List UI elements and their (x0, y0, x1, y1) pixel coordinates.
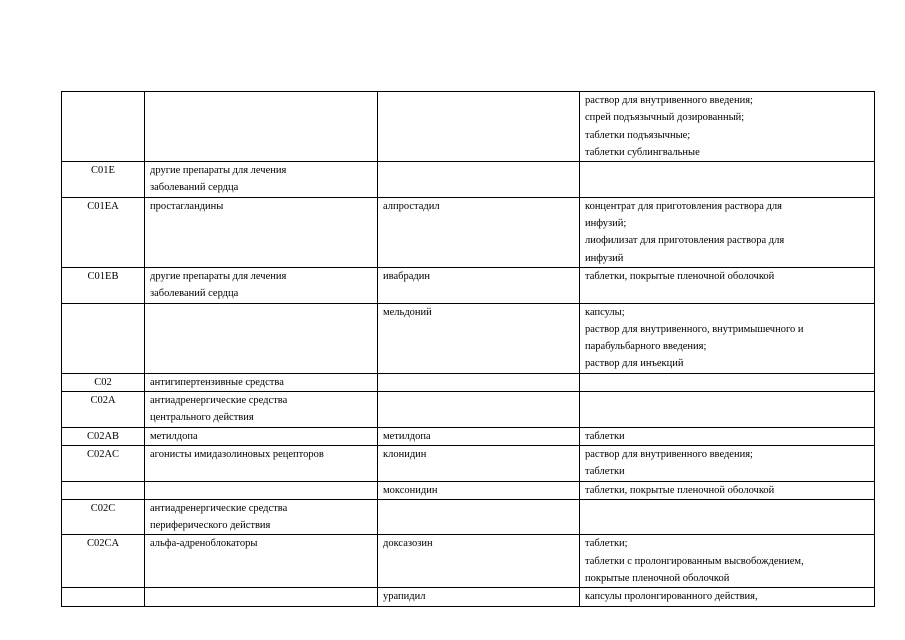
drug-name-cell (378, 535, 580, 588)
dosage-forms-cell (580, 267, 875, 303)
group-name-line: антигипертензивные средства (150, 376, 284, 388)
drug-name-cell (378, 303, 580, 373)
atc-code-cell (62, 427, 145, 445)
dosage-forms-cell (580, 481, 875, 499)
group-name-line: агонисты имидазолиновых рецепторов (150, 448, 324, 460)
table-row (62, 373, 875, 391)
atc-code: C02C (90, 502, 116, 514)
atc-code-cell (62, 445, 145, 481)
atc-code-cell (62, 535, 145, 588)
drug-name-cell (378, 267, 580, 303)
drug-name: доксазозин (383, 538, 433, 550)
atc-code: C02AC (86, 448, 120, 460)
group-name-line: другие препараты для лечения (150, 270, 287, 282)
pharmacological-group-cell (145, 162, 378, 198)
group-name-line: другие препараты для лечения (150, 165, 287, 177)
dosage-form-line: покрытые пленочной оболочкой (585, 573, 730, 585)
drug-name-cell (378, 392, 580, 428)
dosage-forms-cell (580, 588, 875, 606)
pharmacological-group-cell (145, 267, 378, 303)
drug-name-cell (378, 588, 580, 606)
group-name-line: антиадренергические средства (150, 395, 288, 407)
dosage-form-line: таблетки (585, 466, 625, 478)
dosage-form-line: лиофилизат для приготовления раствора для (585, 235, 785, 247)
group-name-line: антиадренергические средства (150, 502, 288, 514)
drug-name-cell (378, 445, 580, 481)
dosage-form-line: таблетки сублингвальные (585, 146, 700, 158)
table-row (62, 92, 875, 162)
table-row (62, 162, 875, 198)
dosage-forms-cell (580, 197, 875, 267)
table-row (62, 303, 875, 373)
dosage-forms-cell (580, 303, 875, 373)
drug-name: алпростадил (383, 200, 440, 212)
drug-name: ивабрадин (383, 270, 430, 282)
drug-name-cell (378, 499, 580, 535)
table-body (62, 92, 875, 607)
dosage-forms-cell (580, 92, 875, 162)
dosage-form-line: таблетки (585, 430, 625, 442)
dosage-form-line: парабульбарного введения; (585, 341, 707, 353)
pharmacological-group-cell (145, 588, 378, 606)
dosage-forms-cell (580, 445, 875, 481)
group-name-line: периферического действия (150, 520, 271, 532)
atc-code-cell (62, 162, 145, 198)
dosage-form-line: спрей подъязычный дозированный; (585, 112, 745, 124)
drug-name: метилдопа (383, 430, 431, 442)
drug-name: урапидил (383, 591, 426, 603)
atc-code-cell (62, 92, 145, 162)
dosage-forms-cell (580, 392, 875, 428)
pharmacological-group-cell (145, 499, 378, 535)
table-row (62, 197, 875, 267)
group-name-line: метилдопа (150, 430, 198, 442)
pharmacological-group-cell (145, 92, 378, 162)
dosage-form-line: таблетки подъязычные; (585, 129, 691, 141)
pharmacological-group-cell (145, 197, 378, 267)
dosage-form-line: капсулы пролонгированного действия, (585, 591, 758, 603)
atc-code-cell (62, 588, 145, 606)
drug-name-cell (378, 197, 580, 267)
dosage-forms-cell (580, 162, 875, 198)
dosage-form-line: инфузий (585, 252, 624, 264)
table-row (62, 481, 875, 499)
dosage-form-line: капсулы; (585, 306, 625, 318)
table-row (62, 392, 875, 428)
group-name-line: заболеваний сердца (150, 288, 239, 300)
atc-code: C02CA (86, 538, 120, 550)
table-row (62, 267, 875, 303)
pharmacological-group-cell (145, 303, 378, 373)
atc-code: C02AB (86, 430, 120, 442)
drug-name: мельдоний (383, 306, 432, 318)
atc-code: C02 (94, 376, 112, 388)
drug-name-cell (378, 162, 580, 198)
dosage-form-line: таблетки, покрытые пленочной оболочкой (585, 270, 775, 282)
atc-code: C01EA (87, 200, 119, 212)
atc-code-cell (62, 267, 145, 303)
pharmacological-group-cell (145, 392, 378, 428)
atc-code-cell (62, 499, 145, 535)
drug-name: моксонидин (383, 484, 438, 496)
pharmacological-group-cell (145, 481, 378, 499)
atc-code: C01E (91, 165, 115, 177)
pharmacological-group-cell (145, 535, 378, 588)
group-name-line: альфа-адреноблокаторы (150, 538, 258, 550)
atc-code-cell (62, 481, 145, 499)
drug-name-cell (378, 481, 580, 499)
atc-code-cell (62, 373, 145, 391)
dosage-form-line: инфузий; (585, 218, 627, 230)
dosage-form-line: таблетки с пролонгированным высвобождением, (585, 555, 804, 567)
drug-name-cell (378, 92, 580, 162)
dosage-forms-cell (580, 373, 875, 391)
dosage-forms-cell (580, 535, 875, 588)
table-row (62, 445, 875, 481)
table-row (62, 499, 875, 535)
drug-name-cell (378, 427, 580, 445)
drug-name: клонидин (383, 448, 427, 460)
dosage-forms-cell (580, 499, 875, 535)
dosage-form-line: раствор для внутривенного введения; (585, 448, 753, 460)
table-row (62, 588, 875, 606)
pharmacological-group-cell (145, 427, 378, 445)
drug-classification-table (61, 91, 875, 607)
atc-code-cell (62, 392, 145, 428)
pharmacological-group-cell (145, 445, 378, 481)
dosage-form-line: концентрат для приготовления раствора для (585, 200, 782, 212)
atc-code: C01EB (87, 270, 119, 282)
atc-code: C02A (90, 395, 116, 407)
group-name-line: заболеваний сердца (150, 182, 239, 194)
dosage-form-line: раствор для внутривенного, внутримышечного и (585, 323, 804, 335)
dosage-form-line: раствор для внутривенного введения; (585, 95, 753, 106)
dosage-forms-cell (580, 427, 875, 445)
table-row (62, 427, 875, 445)
table-row (62, 535, 875, 588)
atc-code-cell (62, 303, 145, 373)
group-name-line: простагландины (150, 200, 224, 212)
dosage-form-line: таблетки; (585, 538, 628, 550)
dosage-form-line: таблетки, покрытые пленочной оболочкой (585, 484, 775, 496)
drug-name-cell (378, 373, 580, 391)
pharmacological-group-cell (145, 373, 378, 391)
atc-code-cell (62, 197, 145, 267)
group-name-line: центрального действия (150, 412, 254, 424)
dosage-form-line: раствор для инъекций (585, 358, 684, 370)
